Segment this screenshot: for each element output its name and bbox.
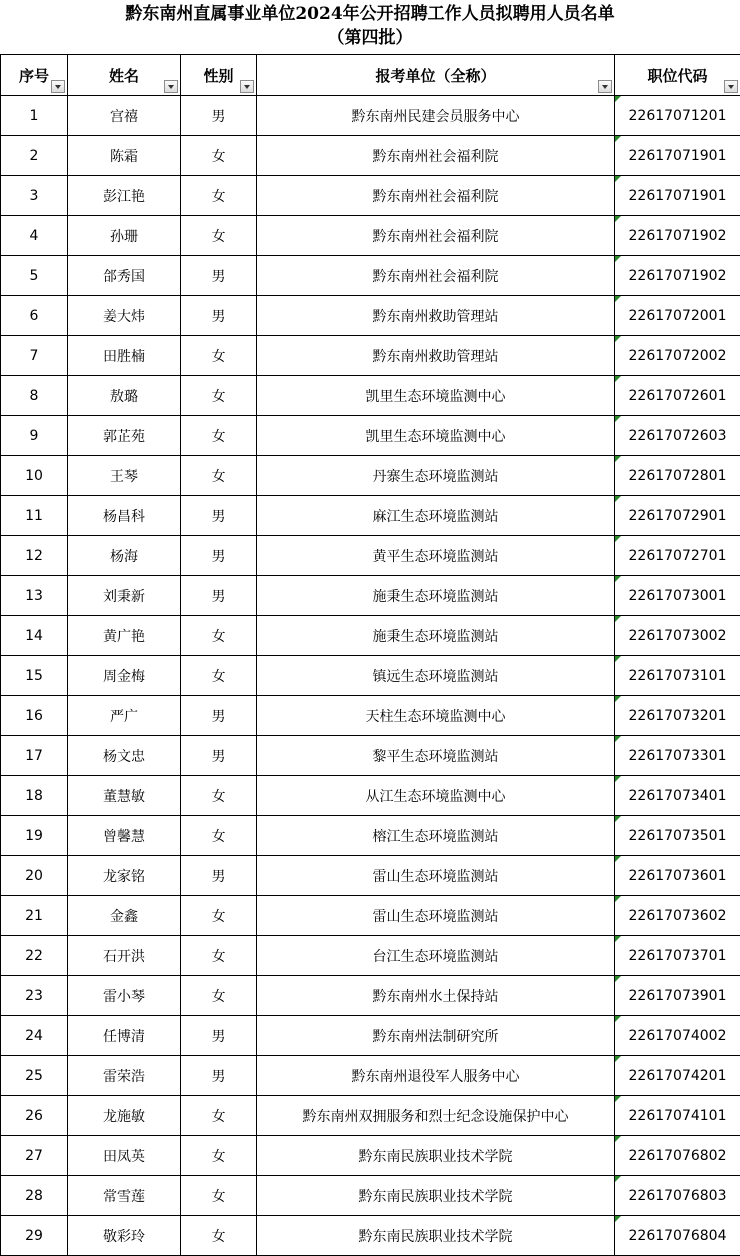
table-row (1, 176, 740, 216)
table-row (1, 256, 740, 296)
table-row (1, 896, 740, 936)
table-row (1, 536, 740, 576)
cell-unit[interactable]: 麻江生态环境监测站 (257, 496, 615, 536)
table-row (1, 976, 740, 1016)
filter-dropdown-icon[interactable] (598, 80, 612, 93)
cell-seq[interactable]: 6 (1, 296, 68, 336)
cell-unit[interactable]: 黎平生态环境监测站 (257, 736, 615, 776)
table-row (1, 816, 740, 856)
cell-position-code[interactable]: 22617073602 (615, 896, 740, 936)
cell-name[interactable]: 周金梅 (68, 656, 181, 696)
cell-name[interactable]: 田凤英 (68, 1136, 181, 1176)
cell-seq[interactable]: 27 (1, 1136, 68, 1176)
cell-seq[interactable]: 5 (1, 256, 68, 296)
table-row (1, 456, 740, 496)
table-row (1, 1056, 740, 1096)
cell-name[interactable]: 常雪莲 (68, 1176, 181, 1216)
table-row (1, 1136, 740, 1176)
cell-gender[interactable]: 女 (181, 936, 257, 976)
cell-unit[interactable]: 施秉生态环境监测站 (257, 576, 615, 616)
cell-gender[interactable]: 男 (181, 736, 257, 776)
cell-gender[interactable]: 女 (181, 1176, 257, 1216)
table-row (1, 776, 740, 816)
cell-name[interactable]: 敬彩玲 (68, 1216, 181, 1256)
cell-name[interactable]: 姜大炜 (68, 296, 181, 336)
cell-seq[interactable]: 7 (1, 336, 68, 376)
cell-name[interactable]: 郭芷苑 (68, 416, 181, 456)
cell-unit[interactable]: 黔东南州社会福利院 (257, 216, 615, 256)
cell-position-code[interactable]: 22617073501 (615, 816, 740, 856)
cell-seq[interactable]: 20 (1, 856, 68, 896)
cell-gender[interactable]: 男 (181, 576, 257, 616)
cell-unit[interactable]: 丹寨生态环境监测站 (257, 456, 615, 496)
cell-name[interactable]: 任博清 (68, 1016, 181, 1056)
cell-position-code[interactable]: 22617073701 (615, 936, 740, 976)
cell-position-code[interactable]: 22617071201 (615, 96, 740, 136)
cell-seq[interactable]: 12 (1, 536, 68, 576)
cell-name[interactable]: 黄广艳 (68, 616, 181, 656)
table-row (1, 136, 740, 176)
cell-position-code[interactable]: 22617072002 (615, 336, 740, 376)
cell-name[interactable]: 严广 (68, 696, 181, 736)
document-title (0, 0, 740, 54)
cell-gender[interactable]: 男 (181, 256, 257, 296)
table-row (1, 1216, 740, 1256)
cell-name[interactable]: 龙家铭 (68, 856, 181, 896)
table-row (1, 336, 740, 376)
cell-position-code[interactable]: 22617073201 (615, 696, 740, 736)
cell-unit[interactable]: 黔东南州法制研究所 (257, 1016, 615, 1056)
cell-position-code[interactable]: 22617073601 (615, 856, 740, 896)
cell-seq[interactable]: 2 (1, 136, 68, 176)
cell-seq[interactable]: 25 (1, 1056, 68, 1096)
cell-seq[interactable]: 4 (1, 216, 68, 256)
table-row (1, 736, 740, 776)
cell-seq[interactable]: 26 (1, 1096, 68, 1136)
cell-unit[interactable]: 雷山生态环境监测站 (257, 856, 615, 896)
cell-seq[interactable]: 17 (1, 736, 68, 776)
cell-position-code[interactable]: 22617076804 (615, 1216, 740, 1256)
cell-position-code[interactable]: 22617073401 (615, 776, 740, 816)
cell-gender[interactable]: 男 (181, 296, 257, 336)
cell-position-code[interactable]: 22617072701 (615, 536, 740, 576)
column-header-gender (181, 55, 257, 96)
table-row (1, 216, 740, 256)
table-row (1, 936, 740, 976)
cell-gender[interactable]: 女 (181, 216, 257, 256)
cell-seq[interactable]: 24 (1, 1016, 68, 1056)
cell-gender[interactable]: 女 (181, 656, 257, 696)
cell-seq[interactable]: 16 (1, 696, 68, 736)
hire-list-table (0, 54, 740, 1256)
cell-name[interactable]: 敖璐 (68, 376, 181, 416)
table-row (1, 1016, 740, 1056)
cell-unit[interactable]: 黔东南州水土保持站 (257, 976, 615, 1016)
cell-gender[interactable]: 女 (181, 1096, 257, 1136)
cell-name[interactable]: 曾馨慧 (68, 816, 181, 856)
cell-name[interactable]: 杨海 (68, 536, 181, 576)
table-row (1, 96, 740, 136)
cell-position-code[interactable]: 22617073301 (615, 736, 740, 776)
cell-name[interactable]: 陈霜 (68, 136, 181, 176)
cell-unit[interactable]: 黔东南州救助管理站 (257, 336, 615, 376)
cell-unit[interactable]: 凯里生态环境监测中心 (257, 376, 615, 416)
cell-gender[interactable]: 男 (181, 696, 257, 736)
table-row (1, 1176, 740, 1216)
cell-position-code[interactable]: 22617074201 (615, 1056, 740, 1096)
title-line-1: 黔东南州直属事业单位2024年公开招聘工作人员拟聘用人员名单 (0, 2, 740, 26)
cell-gender[interactable]: 男 (181, 96, 257, 136)
cell-position-code[interactable]: 22617073002 (615, 616, 740, 656)
cell-unit[interactable]: 凯里生态环境监测中心 (257, 416, 615, 456)
table-row (1, 296, 740, 336)
table-row (1, 856, 740, 896)
table-row (1, 416, 740, 456)
cell-position-code[interactable]: 22617072603 (615, 416, 740, 456)
header-row (1, 55, 740, 96)
column-header-label: 报考单位（全称） (375, 65, 495, 86)
cell-position-code[interactable]: 22617073101 (615, 656, 740, 696)
cell-gender[interactable]: 女 (181, 1136, 257, 1176)
cell-unit[interactable]: 黔东南州社会福利院 (257, 176, 615, 216)
cell-seq[interactable]: 1 (1, 96, 68, 136)
cell-position-code[interactable]: 22617074002 (615, 1016, 740, 1056)
cell-seq[interactable]: 18 (1, 776, 68, 816)
cell-seq[interactable]: 15 (1, 656, 68, 696)
cell-unit[interactable]: 黔东南民族职业技术学院 (257, 1176, 615, 1216)
cell-unit[interactable]: 从江生态环境监测中心 (257, 776, 615, 816)
cell-name[interactable]: 杨文忠 (68, 736, 181, 776)
table-row (1, 1096, 740, 1136)
cell-gender[interactable]: 女 (181, 776, 257, 816)
filter-dropdown-icon[interactable] (51, 80, 65, 93)
cell-gender[interactable]: 女 (181, 136, 257, 176)
cell-seq[interactable]: 14 (1, 616, 68, 656)
cell-gender[interactable]: 女 (181, 976, 257, 1016)
table-row (1, 496, 740, 536)
cell-unit[interactable]: 黔东南州救助管理站 (257, 296, 615, 336)
column-header-seq (1, 55, 68, 96)
column-header-position-code (615, 55, 740, 96)
cell-gender[interactable]: 女 (181, 616, 257, 656)
filter-dropdown-icon[interactable] (164, 80, 178, 93)
cell-seq[interactable]: 9 (1, 416, 68, 456)
table-row (1, 576, 740, 616)
column-header-label: 序号 (19, 65, 49, 86)
cell-name[interactable]: 雷荣浩 (68, 1056, 181, 1096)
cell-unit[interactable]: 黔东南民族职业技术学院 (257, 1216, 615, 1256)
cell-name[interactable]: 金鑫 (68, 896, 181, 936)
cell-name[interactable]: 雷小琴 (68, 976, 181, 1016)
column-header-name (68, 55, 181, 96)
cell-unit[interactable]: 黔东南民族职业技术学院 (257, 1136, 615, 1176)
cell-position-code[interactable]: 22617071902 (615, 256, 740, 296)
cell-unit[interactable]: 黄平生态环境监测站 (257, 536, 615, 576)
cell-name[interactable]: 宫禧 (68, 96, 181, 136)
cell-seq[interactable]: 29 (1, 1216, 68, 1256)
cell-unit[interactable]: 黔东南州双拥服务和烈士纪念设施保护中心 (257, 1096, 615, 1136)
cell-seq[interactable]: 28 (1, 1176, 68, 1216)
cell-position-code[interactable]: 22617073901 (615, 976, 740, 1016)
column-header-label: 姓名 (109, 65, 139, 86)
cell-seq[interactable]: 11 (1, 496, 68, 536)
cell-gender[interactable]: 女 (181, 176, 257, 216)
cell-position-code[interactable]: 22617072901 (615, 496, 740, 536)
cell-position-code[interactable]: 22617074101 (615, 1096, 740, 1136)
table-row (1, 656, 740, 696)
column-header-unit (257, 55, 615, 96)
cell-gender[interactable]: 女 (181, 816, 257, 856)
cell-name[interactable]: 刘秉新 (68, 576, 181, 616)
cell-unit[interactable]: 台江生态环境监测站 (257, 936, 615, 976)
cell-seq[interactable]: 21 (1, 896, 68, 936)
cell-unit[interactable]: 黔东南州民建会员服务中心 (257, 96, 615, 136)
cell-position-code[interactable]: 22617073001 (615, 576, 740, 616)
filter-dropdown-icon[interactable] (240, 80, 254, 93)
cell-seq[interactable]: 10 (1, 456, 68, 496)
cell-unit[interactable]: 镇远生态环境监测站 (257, 656, 615, 696)
column-header-label: 性别 (203, 65, 233, 86)
cell-position-code[interactable]: 22617072801 (615, 456, 740, 496)
cell-gender[interactable]: 女 (181, 1216, 257, 1256)
cell-name[interactable]: 石开洪 (68, 936, 181, 976)
cell-gender[interactable]: 女 (181, 336, 257, 376)
cell-gender[interactable]: 女 (181, 416, 257, 456)
cell-seq[interactable]: 3 (1, 176, 68, 216)
cell-name[interactable]: 彭江艳 (68, 176, 181, 216)
cell-unit[interactable]: 黔东南州退役军人服务中心 (257, 1056, 615, 1096)
cell-gender[interactable]: 女 (181, 376, 257, 416)
cell-gender[interactable]: 男 (181, 1016, 257, 1056)
table-body (1, 96, 740, 1256)
title-line-2: （第四批） (0, 26, 740, 50)
table-row (1, 616, 740, 656)
cell-seq[interactable]: 22 (1, 936, 68, 976)
cell-name[interactable]: 田胜楠 (68, 336, 181, 376)
cell-position-code[interactable]: 22617076803 (615, 1176, 740, 1216)
cell-seq[interactable]: 13 (1, 576, 68, 616)
cell-name[interactable]: 孙珊 (68, 216, 181, 256)
cell-name[interactable]: 郃秀国 (68, 256, 181, 296)
table-row (1, 696, 740, 736)
cell-seq[interactable]: 8 (1, 376, 68, 416)
cell-gender[interactable]: 男 (181, 856, 257, 896)
cell-position-code[interactable]: 22617071902 (615, 216, 740, 256)
cell-unit[interactable]: 榕江生态环境监测站 (257, 816, 615, 856)
cell-unit[interactable]: 天柱生态环境监测中心 (257, 696, 615, 736)
cell-gender[interactable]: 男 (181, 496, 257, 536)
cell-gender[interactable]: 男 (181, 536, 257, 576)
cell-position-code[interactable]: 22617076802 (615, 1136, 740, 1176)
cell-unit[interactable]: 雷山生态环境监测站 (257, 896, 615, 936)
cell-gender[interactable]: 男 (181, 1056, 257, 1096)
cell-position-code[interactable]: 22617072601 (615, 376, 740, 416)
cell-position-code[interactable]: 22617072001 (615, 296, 740, 336)
cell-position-code[interactable]: 22617071901 (615, 136, 740, 176)
cell-name[interactable]: 龙施敏 (68, 1096, 181, 1136)
cell-name[interactable]: 王琴 (68, 456, 181, 496)
cell-unit[interactable]: 施秉生态环境监测站 (257, 616, 615, 656)
table-row (1, 376, 740, 416)
cell-seq[interactable]: 19 (1, 816, 68, 856)
filter-dropdown-icon[interactable] (724, 80, 738, 93)
cell-gender[interactable]: 女 (181, 456, 257, 496)
cell-name[interactable]: 董慧敏 (68, 776, 181, 816)
column-header-label: 职位代码 (647, 65, 707, 86)
cell-position-code[interactable]: 22617071901 (615, 176, 740, 216)
cell-gender[interactable]: 女 (181, 896, 257, 936)
cell-unit[interactable]: 黔东南州社会福利院 (257, 256, 615, 296)
cell-unit[interactable]: 黔东南州社会福利院 (257, 136, 615, 176)
cell-name[interactable]: 杨昌科 (68, 496, 181, 536)
cell-seq[interactable]: 23 (1, 976, 68, 1016)
